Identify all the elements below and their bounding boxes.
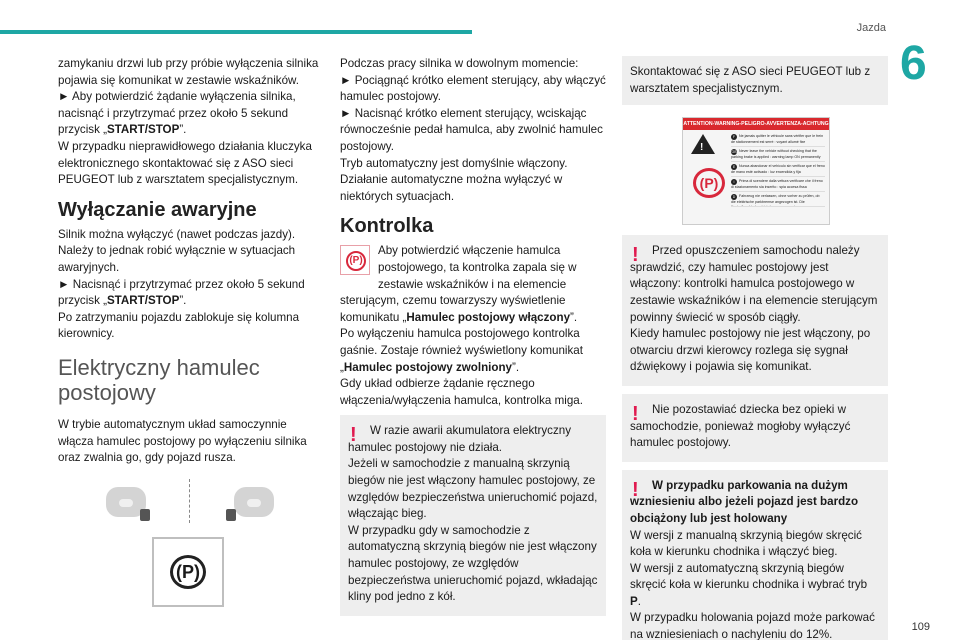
flag-icon: I — [731, 179, 737, 185]
info-text: Skontaktować się z ASO sieci PEUGEOT lub z warsztatem specjalistycznym. — [630, 65, 871, 95]
paragraph-indicator-on — [340, 243, 606, 326]
paragraph-operation: Podczas pracy silnika w dowolnym momencie: ► Pociągnąć krótko element sterujący, aby włączyć hamulec postojowy. ► Nacisnąć krótko element sterujący, wciskając równocześnie pedał hamulca, aby zwolnić hamulec postojowy. Tryb automatyczny jest domyślnie włączony. Działanie automatyczne można wyłączyć w niektórych sytuacjach. — [340, 57, 606, 203]
parking-brake-lever-icon — [140, 509, 150, 521]
paragraph-indicator-off — [340, 326, 606, 409]
paragraph-emergency — [58, 227, 324, 343]
warning-box-child — [622, 394, 888, 462]
bold-text: W przypadku parkowania na dużym wzniesieniu albo jeżeli pojazd jest bardzo obciążony lub jest holowany — [630, 478, 859, 525]
parking-brake-icon: (P) — [170, 555, 206, 589]
label-line-de — [731, 194, 825, 207]
header-accent-bar — [0, 30, 472, 34]
warning-box-leave-vehicle — [622, 235, 888, 386]
chapter-number: 6 — [900, 37, 927, 90]
warning-text: Przed opuszczeniem samochodu należy sprawdzić, czy hamulec postojowy jest włączony: kontrolki hamulca postojowego w zestawie wskaźników i na elemencie sterującym powinny świecić w sposób ciągły. Kiedy hamulec postojowy nie jest włączony, po otwarciu drzwi kierowcy rozlega się sygnał dźwiękowy i pojawia się komunikat. — [630, 244, 878, 374]
text-run: ”. Gdy układ odbierze żądanie ręcznego włączenia/wyłączenia hamulca, kontrolka miga. — [340, 360, 583, 407]
label-heading: ATTENTION-WARNING-PELIGRO-AVVERTENZA-ACHTUNG — [683, 118, 829, 130]
label-line-es — [731, 164, 825, 177]
bold-text: START/STOP — [106, 123, 180, 137]
bold-text: P — [630, 594, 638, 608]
warning-text: W razie awarii akumulatora elektryczny hamulec postojowy nie działa. Jeżeli w samochodzie z manualną skrzynią biegów nie jest włączony hamulec postojowy, ze względów bezpieczeństwa unieruchomić pojazd, włączając bieg. W przypadku gdy w samochodzie z automatyczną skrzynią biegów nie jest włączony hamulec postojowy, ze względów bezpieczeństwa unieruchomić pojazd, wkładając kliny pod jedno z kół. — [348, 424, 598, 604]
bold-text: START/STOP — [106, 294, 180, 308]
parking-brake-switch-image — [152, 537, 224, 607]
text-run: Silnik można wyłączyć (nawet podczas jazdy). Należy to jednak robić wyłącznie w sytuacjach awaryjnych. ► Nacisnąć i przytrzymać przez około 5 sekund przycisk „ — [58, 227, 305, 308]
label-line-gb — [731, 149, 825, 162]
flag-icon: D — [732, 195, 736, 200]
text-run: ”. Po zatrzymaniu pojazdu zablokuje się kolumna kierownicy. — [58, 294, 300, 341]
indicator-description — [340, 243, 606, 409]
column-left — [58, 56, 324, 607]
parking-brake-icon: (P) — [693, 168, 725, 198]
wheel-hub — [119, 499, 133, 507]
warning-box-slope — [622, 470, 888, 640]
text-run: ”. W przypadku nieprawidłowego działania kluczyka elektronicznego skontaktować się z ASO sieci PEUGEOT lub z warsztatem specjalistycznym. — [58, 123, 312, 187]
steering-wheel-illustration — [58, 479, 324, 523]
info-box-contact — [622, 56, 888, 105]
warning-box-battery — [340, 415, 606, 616]
label-text: Prima di scendere dalla vettura verificare che il freno di stazionamento sia inserito : spia accesa fissa — [731, 179, 823, 190]
text-run: ”. — [570, 310, 578, 324]
heading-indicator: Kontrolka — [340, 215, 434, 238]
indicator-symbol: (P) — [346, 251, 366, 271]
label-text-lines — [731, 134, 825, 209]
warning-label-image — [682, 117, 830, 225]
paragraph-epb-auto: W trybie automatycznym układ samoczynnie włącza hamulec postojowy po wyłączeniu silnika oraz zwalnia go, gdy pojazd rusza. — [58, 417, 307, 465]
label-text: Ne jamais quitter le véhicule sans vérifier que le frein de stationnement est serré : voyant allumé fixe — [731, 134, 824, 145]
flag-icon: E — [732, 165, 736, 170]
label-line-fr — [731, 134, 825, 147]
heading-line: Elektryczny hamulec — [58, 354, 260, 380]
bold-text: Hamulec postojowy zwolniony — [343, 360, 513, 374]
text-run: . W przypadku holowania pojazd może parkować na wzniesieniach o nachyleniu do 12%. — [630, 594, 875, 640]
warning-exclamation-icon: ! — [632, 244, 639, 267]
label-text: Fahrzeug nie verlassen, ohne vorher zu prüfen, ob die elektrische parkbremse angezogen ist. Die Kontrolleuchte leuchtet dann permanent — [731, 194, 820, 208]
warning-exclamation-icon: ! — [632, 478, 639, 501]
text-run: Aby potwierdzić włączenie hamulca postojowego, ta kontrolka zapala się w zestawie wskaźników i na elemencie sterującym, czemu towarzyszy wyświetlenie komunikatu „ — [340, 244, 577, 324]
text-run: Po wyłączeniu hamulca postojowego kontrolka gaśnie. Zostaje również wyświetlony komunikat „ — [340, 327, 583, 374]
flag-icon: GB — [731, 150, 737, 155]
heading-electric-parking-brake — [58, 355, 324, 405]
heading-line: postojowy — [58, 379, 156, 405]
text-run: W wersji z manualną skrzynią biegów skręcić koła w kierunku chodnika i włączyć bieg. W wersji z automatyczną skrzynią biegów skręcić koła w kierunku chodnika i wybrać tryb — [630, 528, 868, 592]
heading-emergency-shutdown: Wyłączanie awaryjne — [58, 198, 257, 221]
bold-text: Hamulec postojowy włączony — [406, 310, 571, 324]
label-text: Never leave the vehicle without checking that the parking brake is applied : warning lamp ON permanently — [731, 149, 821, 160]
flag-icon: F — [732, 135, 736, 140]
parking-brake-indicator-icon — [340, 245, 370, 275]
paragraph-intro — [58, 56, 324, 189]
warning-exclamation-icon: ! — [632, 402, 639, 425]
column-right — [622, 56, 888, 640]
warning-exclamation-icon: ! — [350, 424, 357, 447]
parking-brake-lever-icon — [226, 509, 236, 521]
section-title: Jazda — [856, 22, 886, 34]
illustration-divider — [189, 479, 190, 523]
page-number: 109 — [911, 621, 930, 633]
wheel-hub — [247, 499, 261, 507]
warning-heading — [630, 478, 880, 528]
warning-text — [630, 528, 880, 640]
column-middle — [340, 56, 606, 616]
triangle-exclamation: ! — [700, 142, 704, 154]
warning-text: Nie pozostawiać dziecka bez opieki w samochodzie, ponieważ mogłoby wyłączyć hamulec postojowy. — [630, 402, 851, 450]
label-line-it — [731, 179, 825, 192]
label-text: Nunca abandonar el vehículo sin verificar que el freno de mano esté activado : luz encendida y fija — [731, 164, 825, 175]
text-run: zamykaniu drzwi lub przy próbie wyłączenia silnika pojawia się komunikat w zestawie wskaźników. ► Aby potwierdzić żądanie wyłączenia silnika, nacisnąć i przytrzymać przez około 5 sekund przycisk „ — [58, 57, 319, 137]
